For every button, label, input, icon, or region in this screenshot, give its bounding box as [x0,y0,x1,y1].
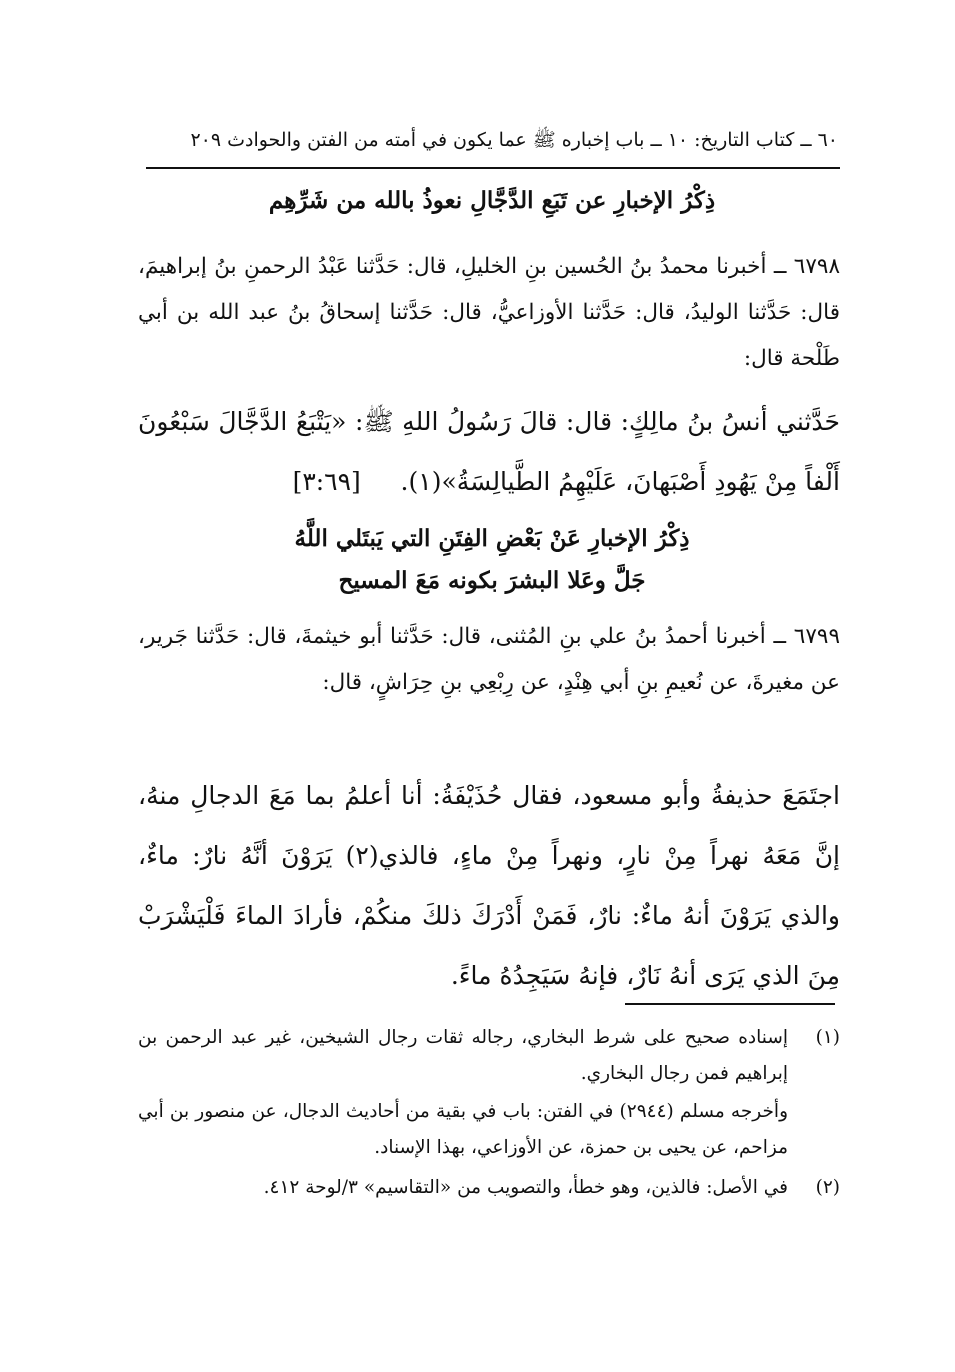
footnote-text: في الأصل: فالذين، وهو خطأ، والتصويب من «التقاسيم» ٣/لوحة ٤١٢. [263,1177,788,1198]
section-title [146,518,838,602]
hadith-6799-isnad [138,614,840,706]
running-header-text: ٦٠ ــ كتاب التاريخ: ١٠ ــ باب إخباره ﷺ عما يكون في أمته من الفتن والحوادث ٢٠٩ [190,129,838,151]
footnotes [138,1020,840,1208]
isnad-text: ٦٧٩٩ ــ أخبرنا أحمدُ بنُ علي بنِ المُثنى، قال: حَدَّثنا أبو خيثمةَ، قال: حَدَّثنا جَرير، عن مغيرةَ، عن نُعيمِ بنِ أبي هِنْدٍ، عن رِبْعِي بنِ حِرَاشٍ، قال: [138,624,840,695]
section-title-line: جَلَّ وعَلا البشرَ بكونه مَعَ المسيح [338,567,646,594]
section-title-line: ذِكْرُ الإخبارِ عَنْ بَعْضِ الفِتَنِ التي يَبتَلي اللَّهُ [294,525,690,552]
matn-text: اجتَمَعَ حذيفةُ وأبو مسعود، فقال حُذَيْفَةُ: أنا أعلمُ بما مَعَ الدجالِ منهُ، إنَّ مَعَهُ نهراً مِنْ نارٍ، ونهراً مِنْ ماءٍ، فالذي(٢) يَرَوْنَ أنَّهُ نارٌ: ماءٌ، والذي يَرَوْنَ أنهُ ماءٌ: نارٌ، فَمَنْ أَدْرَكَ ذلكَ منكُمْ، فأرادَ الماءَ فَلْيَشْرَبْ مِنَ الذي يَرَى أنهُ نَارٌ، فإنهُ سَيَجِدُهُ ماءً. [138,781,840,990]
reference-number: [٣:٦٩] [292,467,361,496]
header-rule [146,167,840,169]
hadith-6798-matn [138,392,840,512]
footnote-number: (١) [815,1027,840,1048]
matn-text: حَدَّثني أنسُ بنُ مالِكٍ: قال: قالَ رَسُولُ اللهِ ﷺ: «يَتْبَعُ الدَّجَّالَ سَبْعُونَ أَلْفاً مِنْ يَهُودِ أَصْبَهانَ، عَلَيْهِمُ الطَّيالِسَةُ»(١). [138,407,840,496]
footnote-2 [138,1170,840,1206]
hadith-6798-isnad [138,244,840,382]
isnad-text: ٦٧٩٨ ــ أخبرنا محمدُ بنُ الحُسين بنِ الخليلِ، قال: حَدَّثنا عَبْدُ الرحمنِ بنُ إبراهيمَ، قال: حَدَّثنا الوليدُ، قال: حَدَّثنا الأوزاعيُّ، قال: حَدَّثنا إسحاقُ بنُ عبد الله بن أبي طَلْحة قال: [138,254,840,371]
footnote-1-continuation: وأخرجه مسلم (٢٩٤٤) في الفتن: باب في بقية من أحاديث الدجال، عن منصور بن أبي مزاحم، عن يحيى بن حمزة، عن الأوزاعي، بهذا الإسناد. [138,1101,788,1158]
hadith-6799-matn [138,766,840,1006]
section-title-text: ذِكْرُ الإخبارِ عن تَبَعِ الدَّجَّالِ نعوذُ بالله من شَرِّهِم [268,187,716,214]
footnote-1 [138,1020,840,1092]
footnote-text: إسناده صحيح على شرط البخاري، رجاله ثقات رجال الشيخين، غير عبد الرحمن بن إبراهيم فمن رجال البخاري. [138,1027,788,1084]
running-header [146,123,838,157]
footnote-rule [625,1003,835,1005]
footnote-number: (٢) [815,1177,840,1198]
section-title [146,187,838,214]
